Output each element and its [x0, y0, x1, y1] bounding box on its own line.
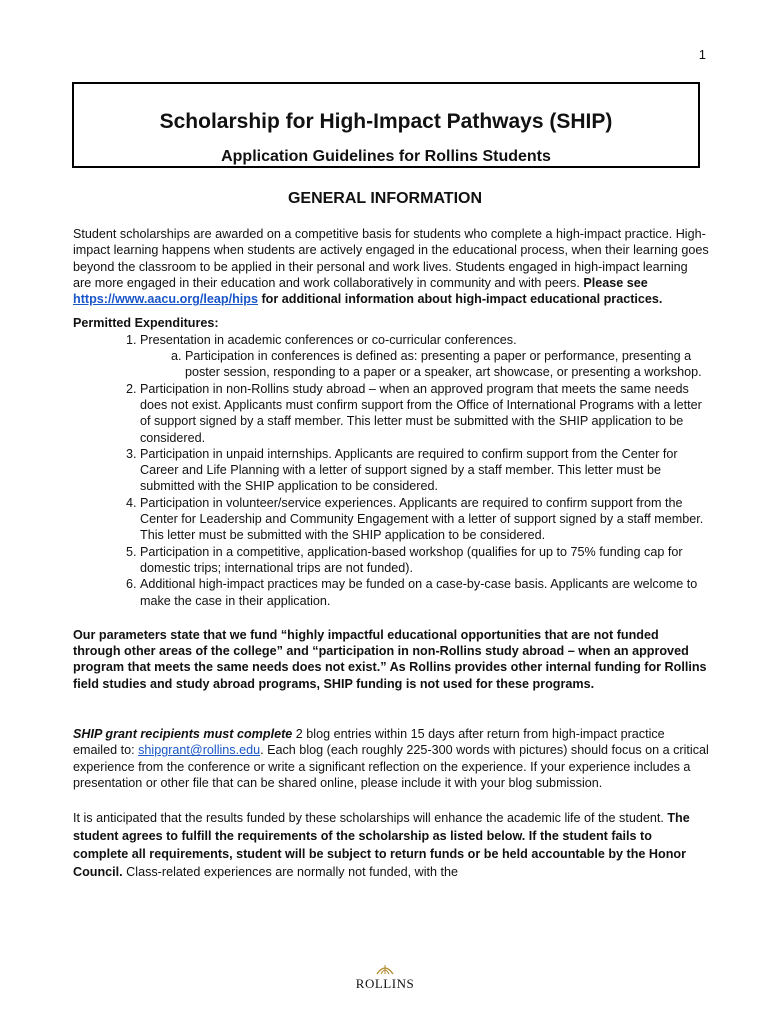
parameters-paragraph: Our parameters state that we fund “highly impactful educational opportunities that are not funded through other areas of the college” and “participation in non-Rollins study abroad – when an approved program that meets the same needs does not exist.” As Rollins provides other internal funding for Rollins field studies and study abroad programs, SHIP funding is not used for these programs.	[73, 627, 707, 691]
section-title: GENERAL INFORMATION	[287, 190, 483, 207]
intro-bold-tail: for additional information about high-impact educational practices.	[257, 292, 663, 307]
anticipated-text-continued: Class-related experiences are normally not funded, with the	[122, 865, 458, 880]
permitted-list	[73, 332, 709, 609]
list-item-text: Presentation in academic conferences or co-curricular conferences.	[140, 332, 517, 347]
intro-text: Student scholarships are awarded on a competitive basis for students who complete a high-impact practice. High-impact learning happens when students are actively engaged in the educational process, when their learning goes beyond the classroom to be applied in their personal and work lives. Students engaged in high-impact learning are more engaged in their education and work collaboratively in community and with peers.	[73, 227, 709, 290]
anticipated-bold: The student agrees to fulfill the requirements of the scholarship as listed below. If the student fails to complete all requirements, student will be subject to return funds or be held accountable by the Honor Council.	[73, 811, 690, 880]
blog-text-continued: . Each blog (each roughly 225-300 words with pictures) should focus on a critical experience from the conference or write a significant reflection on the experience. If your experience includes a presentation or other file that can be shared online, please include it with your blog submission.	[73, 743, 709, 790]
list-item: 2. Participation in non-Rollins study abroad – when an approved program that meets the same needs does not exist. Applicants must confirm support from the Office of International Programs with a letter of support signed by a staff member. This letter must be submitted with the SHIP application to be considered.	[140, 381, 709, 446]
aacu-link[interactable]: https://www.aacu.org/leap/hips	[73, 292, 258, 307]
logo-text: ROLLINS	[355, 976, 415, 991]
intro-bold-lead: Please see	[583, 275, 648, 290]
rollins-logo	[0, 962, 770, 992]
list-item	[140, 332, 709, 381]
document-body	[73, 226, 709, 881]
email-link[interactable]: shipgrant@rollins.edu	[138, 743, 261, 758]
blog-paragraph	[73, 726, 709, 791]
sub-list	[140, 348, 709, 381]
document-title: Scholarship for High-Impact Pathways (SHIP)	[159, 110, 613, 133]
anticipated-text: It is anticipated that the results funded by these scholarships will enhance the academic life of the student.	[73, 811, 668, 826]
blog-text: 2 blog entries within 15 days after return from high-impact practice emailed to:	[73, 727, 665, 758]
oak-leaf-icon	[365, 962, 405, 976]
list-item: 6. Additional high-impact practices may be funded on a case-by-case basis. Applicants are welcome to make the case in their application.	[140, 576, 709, 609]
blog-lead: SHIP grant recipients must complete	[73, 727, 293, 742]
title-box	[72, 82, 700, 168]
document-subtitle: Application Guidelines for Rollins Students	[221, 148, 551, 165]
anticipated-paragraph	[73, 809, 709, 881]
sub-list-item: a. Participation in conferences is defined as: presenting a paper or performance, presenting a poster session, responding to a paper or a speaker, art showcase, or presenting a workshop.	[185, 348, 709, 381]
permitted-heading: Permitted Expenditures:	[73, 316, 219, 331]
list-item: 5. Participation in a competitive, application-based workshop (qualifies for up to 75% funding cap for domestic trips; international trips are not funded).	[140, 544, 709, 577]
list-item: 4. Participation in volunteer/service experiences. Applicants are required to confirm support from the Center for Leadership and Community Engagement with a letter of support signed by a staff member. This letter must be submitted with the SHIP application to be considered.	[140, 495, 709, 544]
page-number: 1	[698, 47, 706, 62]
list-item: 3. Participation in unpaid internships. Applicants are required to confirm support from the Center for Career and Life Planning with a letter of support signed by a staff member. This letter must be submitted with the SHIP application to be considered.	[140, 446, 709, 495]
intro-paragraph	[73, 226, 709, 307]
